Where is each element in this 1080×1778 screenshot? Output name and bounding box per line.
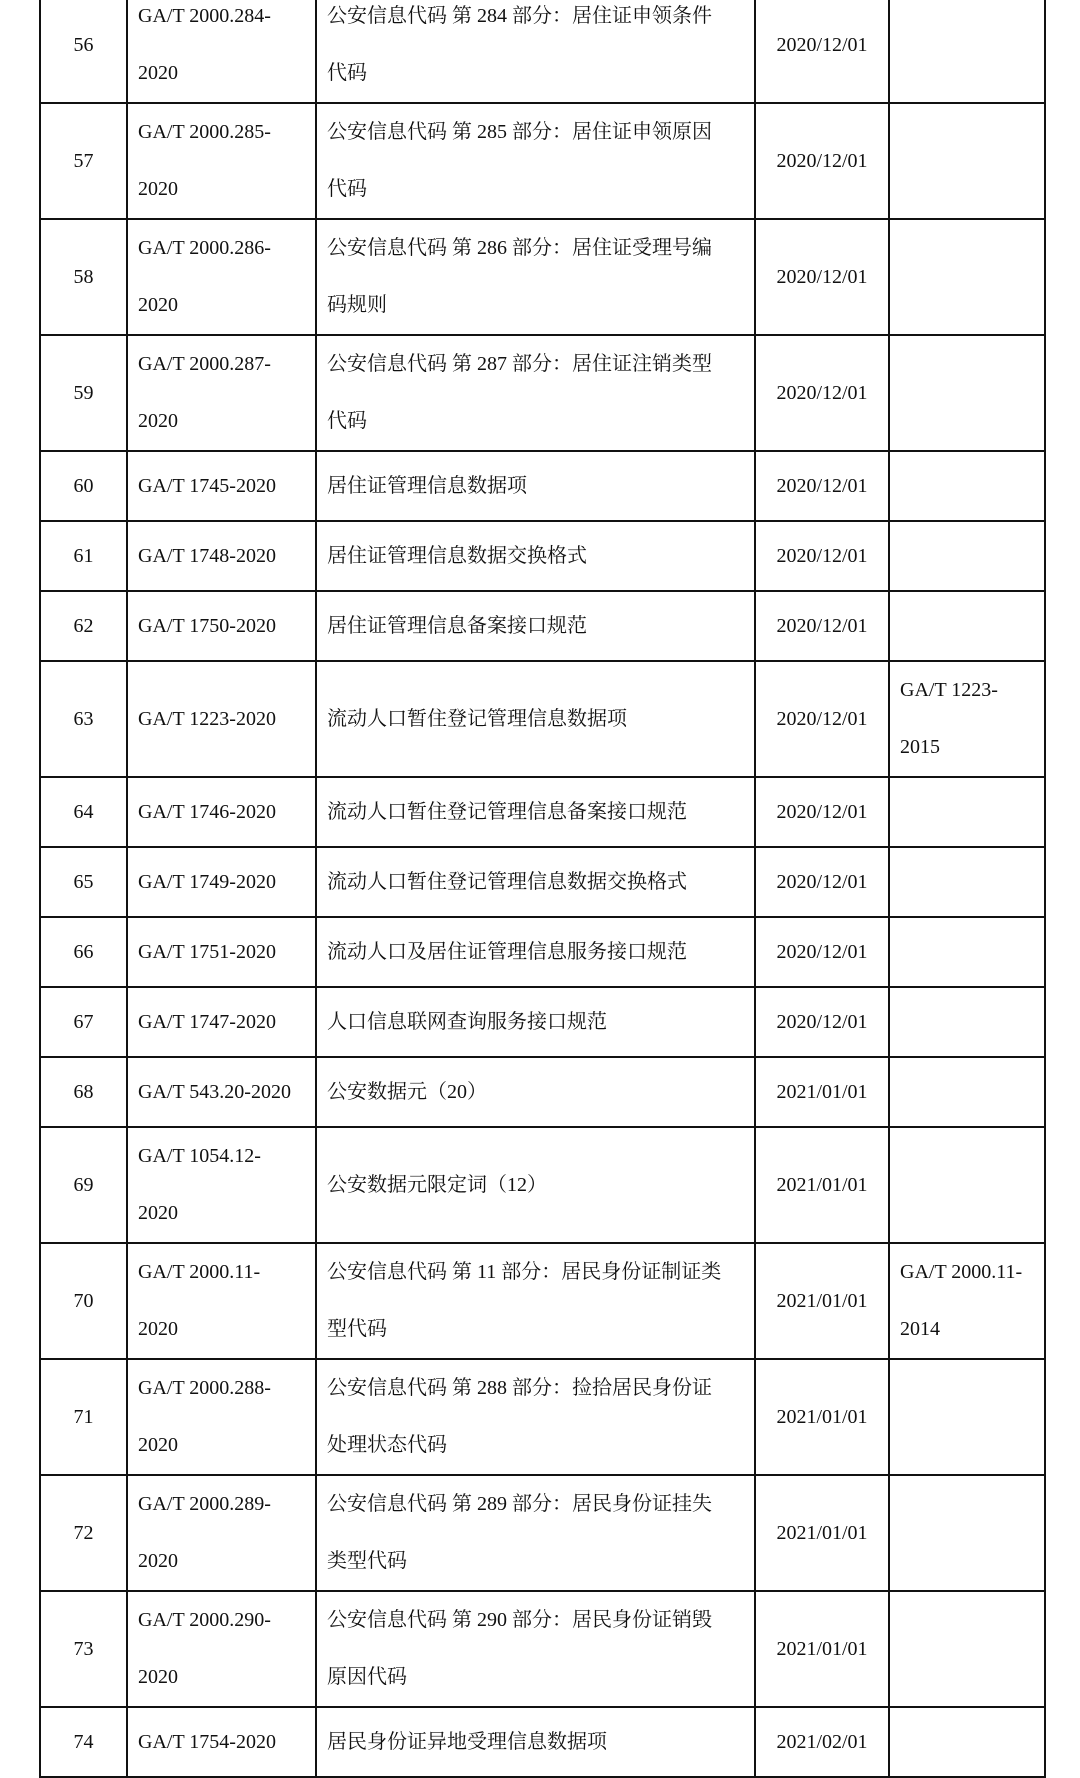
table-row bbox=[40, 521, 1045, 591]
standard-title bbox=[316, 591, 755, 661]
standard-code bbox=[127, 1127, 316, 1243]
standard-code-line: GA/T 1754-2020 bbox=[138, 1730, 276, 1753]
replaced-standard bbox=[889, 103, 1045, 219]
standard-title-line: 流动人口暂住登记管理信息备案接口规范 bbox=[327, 800, 687, 823]
replaced-standard bbox=[889, 0, 1045, 103]
standard-title-line: 居民身份证异地受理信息数据项 bbox=[327, 1730, 607, 1753]
standard-title-line: 居住证管理信息备案接口规范 bbox=[327, 614, 587, 637]
row-number: 62 bbox=[40, 591, 127, 661]
effective-date: 2020/12/01 bbox=[755, 591, 889, 661]
standard-title bbox=[316, 451, 755, 521]
standard-title bbox=[316, 0, 755, 103]
standard-title bbox=[316, 103, 755, 219]
row-number: 64 bbox=[40, 777, 127, 847]
row-number: 63 bbox=[40, 661, 127, 777]
table-row bbox=[40, 777, 1045, 847]
standard-code-line: GA/T 1750-2020 bbox=[138, 614, 276, 637]
standard-title-line: 类型代码 bbox=[327, 1550, 407, 1572]
standard-code bbox=[127, 917, 316, 987]
replaced-standard bbox=[889, 1127, 1045, 1243]
table-row bbox=[40, 219, 1045, 335]
replaced-standard bbox=[889, 1243, 1045, 1359]
effective-date: 2020/12/01 bbox=[755, 219, 889, 335]
row-number: 72 bbox=[40, 1475, 127, 1591]
standard-code bbox=[127, 847, 316, 917]
standard-title-line: 居住证管理信息数据交换格式 bbox=[327, 544, 587, 567]
effective-date: 2020/12/01 bbox=[755, 777, 889, 847]
standard-title bbox=[316, 1707, 755, 1777]
standard-title-line: 流动人口暂住登记管理信息数据项 bbox=[327, 707, 627, 730]
replaced-standard-line: GA/T 1223- bbox=[900, 679, 998, 701]
effective-date: 2020/12/01 bbox=[755, 335, 889, 451]
effective-date: 2020/12/01 bbox=[755, 103, 889, 219]
replaced-standard bbox=[889, 1475, 1045, 1591]
standard-title bbox=[316, 219, 755, 335]
effective-date: 2020/12/01 bbox=[755, 917, 889, 987]
standard-code-line: 2020 bbox=[138, 410, 178, 432]
standard-code-line: GA/T 1746-2020 bbox=[138, 800, 276, 823]
replaced-standard bbox=[889, 591, 1045, 661]
standard-code-line: 2020 bbox=[138, 1318, 178, 1340]
row-number: 61 bbox=[40, 521, 127, 591]
row-number: 66 bbox=[40, 917, 127, 987]
standard-code-line: 2020 bbox=[138, 1202, 178, 1224]
standard-code bbox=[127, 987, 316, 1057]
standard-title-line: 居住证管理信息数据项 bbox=[327, 474, 527, 497]
standard-title bbox=[316, 1475, 755, 1591]
replaced-standard-line: 2014 bbox=[900, 1318, 940, 1340]
standard-code-line: GA/T 1748-2020 bbox=[138, 544, 276, 567]
effective-date: 2020/12/01 bbox=[755, 987, 889, 1057]
standard-title-line: 代码 bbox=[327, 62, 367, 84]
standard-code-line: GA/T 1747-2020 bbox=[138, 1010, 276, 1033]
standard-title-line: 公安信息代码 第 286 部分：居住证受理号编 bbox=[327, 237, 712, 259]
replaced-standard bbox=[889, 987, 1045, 1057]
standards-table bbox=[39, 0, 1046, 1778]
effective-date: 2021/01/01 bbox=[755, 1475, 889, 1591]
standard-title bbox=[316, 777, 755, 847]
row-number: 65 bbox=[40, 847, 127, 917]
standard-title bbox=[316, 1127, 755, 1243]
standard-code-line: 2020 bbox=[138, 1434, 178, 1456]
effective-date: 2020/12/01 bbox=[755, 661, 889, 777]
standard-title-line: 公安信息代码 第 285 部分：居住证申领原因 bbox=[327, 121, 712, 143]
standard-title-line: 原因代码 bbox=[327, 1666, 407, 1688]
row-number: 71 bbox=[40, 1359, 127, 1475]
standard-code-line: GA/T 1749-2020 bbox=[138, 870, 276, 893]
standard-code-line: GA/T 1745-2020 bbox=[138, 474, 276, 497]
standard-code bbox=[127, 591, 316, 661]
standard-code bbox=[127, 1057, 316, 1127]
row-number: 68 bbox=[40, 1057, 127, 1127]
table-row bbox=[40, 1057, 1045, 1127]
standard-code-line: GA/T 1223-2020 bbox=[138, 707, 276, 730]
effective-date: 2020/12/01 bbox=[755, 0, 889, 103]
table-row bbox=[40, 1243, 1045, 1359]
effective-date: 2021/01/01 bbox=[755, 1057, 889, 1127]
replaced-standard bbox=[889, 661, 1045, 777]
standard-code bbox=[127, 1359, 316, 1475]
standard-code bbox=[127, 335, 316, 451]
standard-code-line: GA/T 2000.287- bbox=[138, 353, 271, 375]
row-number: 73 bbox=[40, 1591, 127, 1707]
standard-code-line: GA/T 1054.12- bbox=[138, 1145, 261, 1167]
standard-title-line: 公安信息代码 第 289 部分：居民身份证挂失 bbox=[327, 1493, 712, 1515]
table-row bbox=[40, 1359, 1045, 1475]
effective-date: 2021/02/01 bbox=[755, 1707, 889, 1777]
standard-title bbox=[316, 847, 755, 917]
row-number: 70 bbox=[40, 1243, 127, 1359]
standard-code-line: GA/T 2000.284- bbox=[138, 5, 271, 27]
standard-code-line: GA/T 2000.288- bbox=[138, 1377, 271, 1399]
standard-title-line: 型代码 bbox=[327, 1318, 387, 1340]
replaced-standard bbox=[889, 335, 1045, 451]
table-row bbox=[40, 661, 1045, 777]
standard-title bbox=[316, 335, 755, 451]
effective-date: 2021/01/01 bbox=[755, 1591, 889, 1707]
standard-title-line: 码规则 bbox=[327, 294, 387, 316]
standard-code bbox=[127, 1707, 316, 1777]
table-row bbox=[40, 847, 1045, 917]
standard-title-line: 公安信息代码 第 290 部分：居民身份证销毁 bbox=[327, 1609, 712, 1631]
standard-title bbox=[316, 521, 755, 591]
replaced-standard bbox=[889, 847, 1045, 917]
row-number: 69 bbox=[40, 1127, 127, 1243]
replaced-standard-line: 2015 bbox=[900, 736, 940, 758]
replaced-standard bbox=[889, 1591, 1045, 1707]
table-row bbox=[40, 103, 1045, 219]
effective-date: 2020/12/01 bbox=[755, 847, 889, 917]
standard-title bbox=[316, 1057, 755, 1127]
row-number: 57 bbox=[40, 103, 127, 219]
standard-title-line: 公安信息代码 第 287 部分：居住证注销类型 bbox=[327, 353, 712, 375]
standard-title-line: 公安数据元（20） bbox=[327, 1080, 487, 1103]
standard-title-line: 公安信息代码 第 11 部分：居民身份证制证类 bbox=[327, 1261, 722, 1283]
row-number: 56 bbox=[40, 0, 127, 103]
row-number: 58 bbox=[40, 219, 127, 335]
standard-title-line: 代码 bbox=[327, 410, 367, 432]
table-row bbox=[40, 0, 1045, 103]
standard-code-line: GA/T 543.20-2020 bbox=[138, 1080, 291, 1103]
table-row bbox=[40, 591, 1045, 661]
standard-code-line: 2020 bbox=[138, 294, 178, 316]
replaced-standard bbox=[889, 451, 1045, 521]
standard-code-line: 2020 bbox=[138, 1550, 178, 1572]
standard-code-line: GA/T 2000.289- bbox=[138, 1493, 271, 1515]
standard-code-line: 2020 bbox=[138, 178, 178, 200]
effective-date: 2021/01/01 bbox=[755, 1127, 889, 1243]
standard-title bbox=[316, 661, 755, 777]
row-number: 60 bbox=[40, 451, 127, 521]
replaced-standard bbox=[889, 1359, 1045, 1475]
standard-title-line: 公安信息代码 第 288 部分：捡拾居民身份证 bbox=[327, 1377, 712, 1399]
standard-code bbox=[127, 103, 316, 219]
standard-title bbox=[316, 987, 755, 1057]
replaced-standard bbox=[889, 1707, 1045, 1777]
standard-code bbox=[127, 1243, 316, 1359]
standard-title-line: 处理状态代码 bbox=[327, 1434, 447, 1456]
standard-code bbox=[127, 521, 316, 591]
row-number: 74 bbox=[40, 1707, 127, 1777]
table-row bbox=[40, 451, 1045, 521]
standard-code-line: GA/T 2000.290- bbox=[138, 1609, 271, 1631]
standard-code-line: GA/T 2000.285- bbox=[138, 121, 271, 143]
table-row bbox=[40, 917, 1045, 987]
replaced-standard bbox=[889, 917, 1045, 987]
table-row bbox=[40, 1591, 1045, 1707]
replaced-standard bbox=[889, 219, 1045, 335]
table-row bbox=[40, 1707, 1045, 1777]
standard-title-line: 公安信息代码 第 284 部分：居住证申领条件 bbox=[327, 5, 712, 27]
replaced-standard bbox=[889, 1057, 1045, 1127]
replaced-standard bbox=[889, 521, 1045, 591]
standard-code-line: GA/T 2000.11- bbox=[138, 1261, 261, 1283]
standard-code bbox=[127, 219, 316, 335]
table-row bbox=[40, 335, 1045, 451]
standard-code-line: 2020 bbox=[138, 62, 178, 84]
standard-code-line: GA/T 1751-2020 bbox=[138, 940, 276, 963]
standard-title bbox=[316, 1591, 755, 1707]
standard-title bbox=[316, 1243, 755, 1359]
effective-date: 2021/01/01 bbox=[755, 1243, 889, 1359]
standard-title-line: 公安数据元限定词（12） bbox=[327, 1173, 547, 1196]
table-row bbox=[40, 1475, 1045, 1591]
standard-code-line: 2020 bbox=[138, 1666, 178, 1688]
standard-code bbox=[127, 451, 316, 521]
standard-code-line: GA/T 2000.286- bbox=[138, 237, 271, 259]
standard-title-line: 流动人口暂住登记管理信息数据交换格式 bbox=[327, 870, 687, 893]
effective-date: 2021/01/01 bbox=[755, 1359, 889, 1475]
standard-code bbox=[127, 0, 316, 103]
standard-title bbox=[316, 1359, 755, 1475]
standard-code bbox=[127, 1591, 316, 1707]
standard-title bbox=[316, 917, 755, 987]
effective-date: 2020/12/01 bbox=[755, 451, 889, 521]
standard-code bbox=[127, 1475, 316, 1591]
replaced-standard-line: GA/T 2000.11- bbox=[900, 1261, 1023, 1283]
replaced-standard bbox=[889, 777, 1045, 847]
standard-title-line: 流动人口及居住证管理信息服务接口规范 bbox=[327, 940, 687, 963]
effective-date: 2020/12/01 bbox=[755, 521, 889, 591]
row-number: 59 bbox=[40, 335, 127, 451]
standard-code bbox=[127, 777, 316, 847]
table-row bbox=[40, 987, 1045, 1057]
standard-title-line: 代码 bbox=[327, 178, 367, 200]
standard-title-line: 人口信息联网查询服务接口规范 bbox=[327, 1010, 607, 1033]
table-row bbox=[40, 1127, 1045, 1243]
row-number: 67 bbox=[40, 987, 127, 1057]
standard-code bbox=[127, 661, 316, 777]
